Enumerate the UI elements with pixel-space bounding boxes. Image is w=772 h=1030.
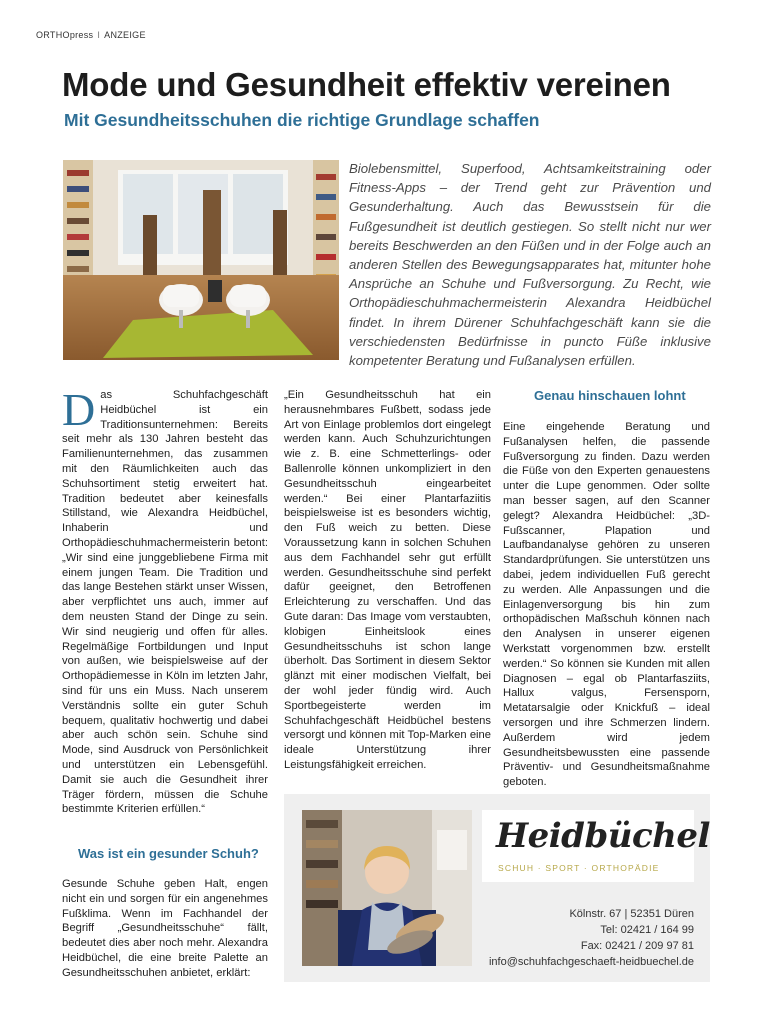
store-interior-photo: [63, 160, 339, 360]
article-column-3: [503, 420, 710, 790]
contact-email[interactable]: info@schuhfachgeschaeft-heidbuechel.de: [488, 956, 694, 968]
logo-tagline: SCHUH · SPORT · ORTHOPÄDIE: [498, 863, 660, 873]
article-column-2: [284, 388, 491, 773]
header-separator: I: [97, 30, 101, 40]
drop-cap: D: [62, 384, 96, 435]
owner-photo-illustration: [302, 810, 472, 966]
heading-gesunder-schuh: Was ist ein gesunder Schuh?: [78, 846, 259, 861]
owner-photo: [302, 810, 472, 966]
page-subtitle: Mit Gesundheitsschuhen die richtige Grundlage schaffen: [64, 110, 540, 130]
column-1b-text: Gesunde Schuhe geben Halt, engen nicht ein und sorgen für ein angenehmes Fußklima. Wenn im Fachhandel der Begriff „Gesundheitsschuhe“ fällt, bedeutet dies aber noch mehr. Alexandra Heidbüchel, die eine breite Palette an Gesundheitsschuhen anbietet, erklärt:: [62, 878, 268, 979]
column-3-text: Eine eingehende Beratung und Fußanalysen helfen, die passende Fußversorgung zu finden. Dazu werden die Füße von den Experten genauestens unter die Lupe genommen. Oder sollte man besser sagen, auf den Scanner gelegt? Alexandra Heidbüchel: „3D-Fußscanner, Plapation und Laufbandanalyse gehören zu unseren Standardprüfungen. Sie unterstützen uns dabei, jedem individuellen Fuß gerecht zu werden. Alle Anpassungen und die Einlagenversorgung bis hin zum orthopädischen Maßschuh können nach den Analysen in unserer eigenen Werkstatt vorgenommen bzw. erstellt werden.“ So können sie Kunden mit allen Diagnosen – egal ob Plantarfasziits, Hallux valgus, Fersensporn, Metatarsalgie oder Knickfuß – ideal versorgen und ihre Schmerzen lindern. Außerdem wird jedem Gesundheitsbewussten eine passende Präventiv- und Gesundheitsmaßnahme geboten.: [503, 421, 710, 789]
column-2-text: „Ein Gesundheitsschuh hat ein herausnehmbares Fußbett, sodass jede Art von Einlage problemlos dort eingelegt werden kann. Auch Schuhzurichtungen wie z. B. eine Schmetterlings- oder Ballenrolle können unkompliziert in den Gesundheitsschuh eingearbeitet werden.“ Bei einer Plantarfaziitis beispielsweise ist es besonders wichtig, den Fuß weich zu betten. Diese Voraussetzung kann in solchen Schuhen aus dem Fachhandel sehr gut erfüllt werden. Gesundheitsschuhe sind perfekt dafür geeignet, den Betroffenen Erleichterung zu verschaffen. Und das Gute daran: Das Image vom verstaubten, klobigen Einheitslook eines Gesundheitsschuhs ist schon lange überholt. Das Sortiment in diesem Sektor glänzt mit einer modischen Vielfalt, bei der wohl jeder fündig wird. Auch Sportbegeisterte werden im Schuhfachgeschäft Heidbüchel bestens versorgt und können mit Top-Marken eine ideale Unterstützung ihrer Leistungsfähigkeit erreichen.: [284, 389, 491, 771]
page-title: Mode und Gesundheit effektiv vereinen: [62, 66, 671, 103]
contact-phone: Tel: 02421 / 164 99: [600, 924, 694, 936]
logo-wordmark: Heidbüchel: [496, 816, 710, 856]
contact-address: Kölnstr. 67 | 52351 Düren: [569, 908, 694, 920]
article-column-1: [62, 384, 268, 817]
article-column-1b: [62, 877, 268, 981]
column-1-text: as Schuhfachgeschäft Heidbüchel ist ein Traditionsunternehmen: Bereits seit mehr als 130 Jahren besteht das Familienunternehmen, das zusammen mit den Räumlichkeiten auch das Schuhsortiment stetig erweitert hat. Tradition bedeutet aber keinesfalls Stillstand, wie Alexandra Heidbüchel, Inhaberin und Orthopädieschuhmachermeisterin betont: „Wir sind eine junggebliebene Firma mit einem jungen Team. Die Tradition und das lange Bestehen stärkt unser Wissen, aber verpflichtet uns auch, immer auf dem neusten Stand der Dinge zu sein. Wir sind neugierig und offen für alles. Regelmäßige Fortbildungen und Input von außen, wie beispielsweise auf der Orthopädiemesse in Köln im letzten Jahr, sind für uns ein Muss. Nach unserem Verständnis sollte ein guter Schuh bequem, qualitativ hochwertig und dabei aber auch schön sein. Schuhe sind Mode, sind Ausdruck von Persönlichkeit und unterstützen ein Lebensgefühl. Damit sie auch die Gesundheit ihrer Träger fördern, müssen die Schuhe bestimmte Kriterien erfüllen.“: [62, 389, 268, 816]
heidbuechel-logo: [482, 810, 710, 882]
publication-name: ORTHOpress: [36, 30, 94, 40]
section-label: ANZEIGE: [104, 30, 146, 40]
advertisement-box: [284, 794, 710, 982]
heading-genau-hinschauen: Genau hinschauen lohnt: [534, 388, 686, 403]
store-interior-illustration: [63, 160, 339, 360]
contact-fax: Fax: 02421 / 209 97 81: [580, 940, 694, 952]
contact-info: [489, 906, 694, 970]
intro-paragraph: Biolebensmittel, Superfood, Achtsamkeitstraining oder Fitness-Apps – der Trend geht zur Prävention und Gesunderhaltung. Auch das Bewusstsein für die Fußgesundheit ist deutlich gestiegen. So stellt nicht nur wer bereits Beschwerden an den Füßen und in der Folge auch an anderen Stellen des Bewegungsapparates hat, mitunter hohe Ansprüche an Schuhe und Fußversorgung. Zu Recht, wie Orthopädieschuhmachermeisterin Alexandra Heidbüchel findet. In ihrem Dürener Schuhfachgeschäft kann sie die verschiedensten Bedürfnisse in puncto Füße inklusive kompetenter Beratung und Fußanalysen erfüllen.: [349, 161, 711, 369]
header-label: [36, 30, 146, 40]
